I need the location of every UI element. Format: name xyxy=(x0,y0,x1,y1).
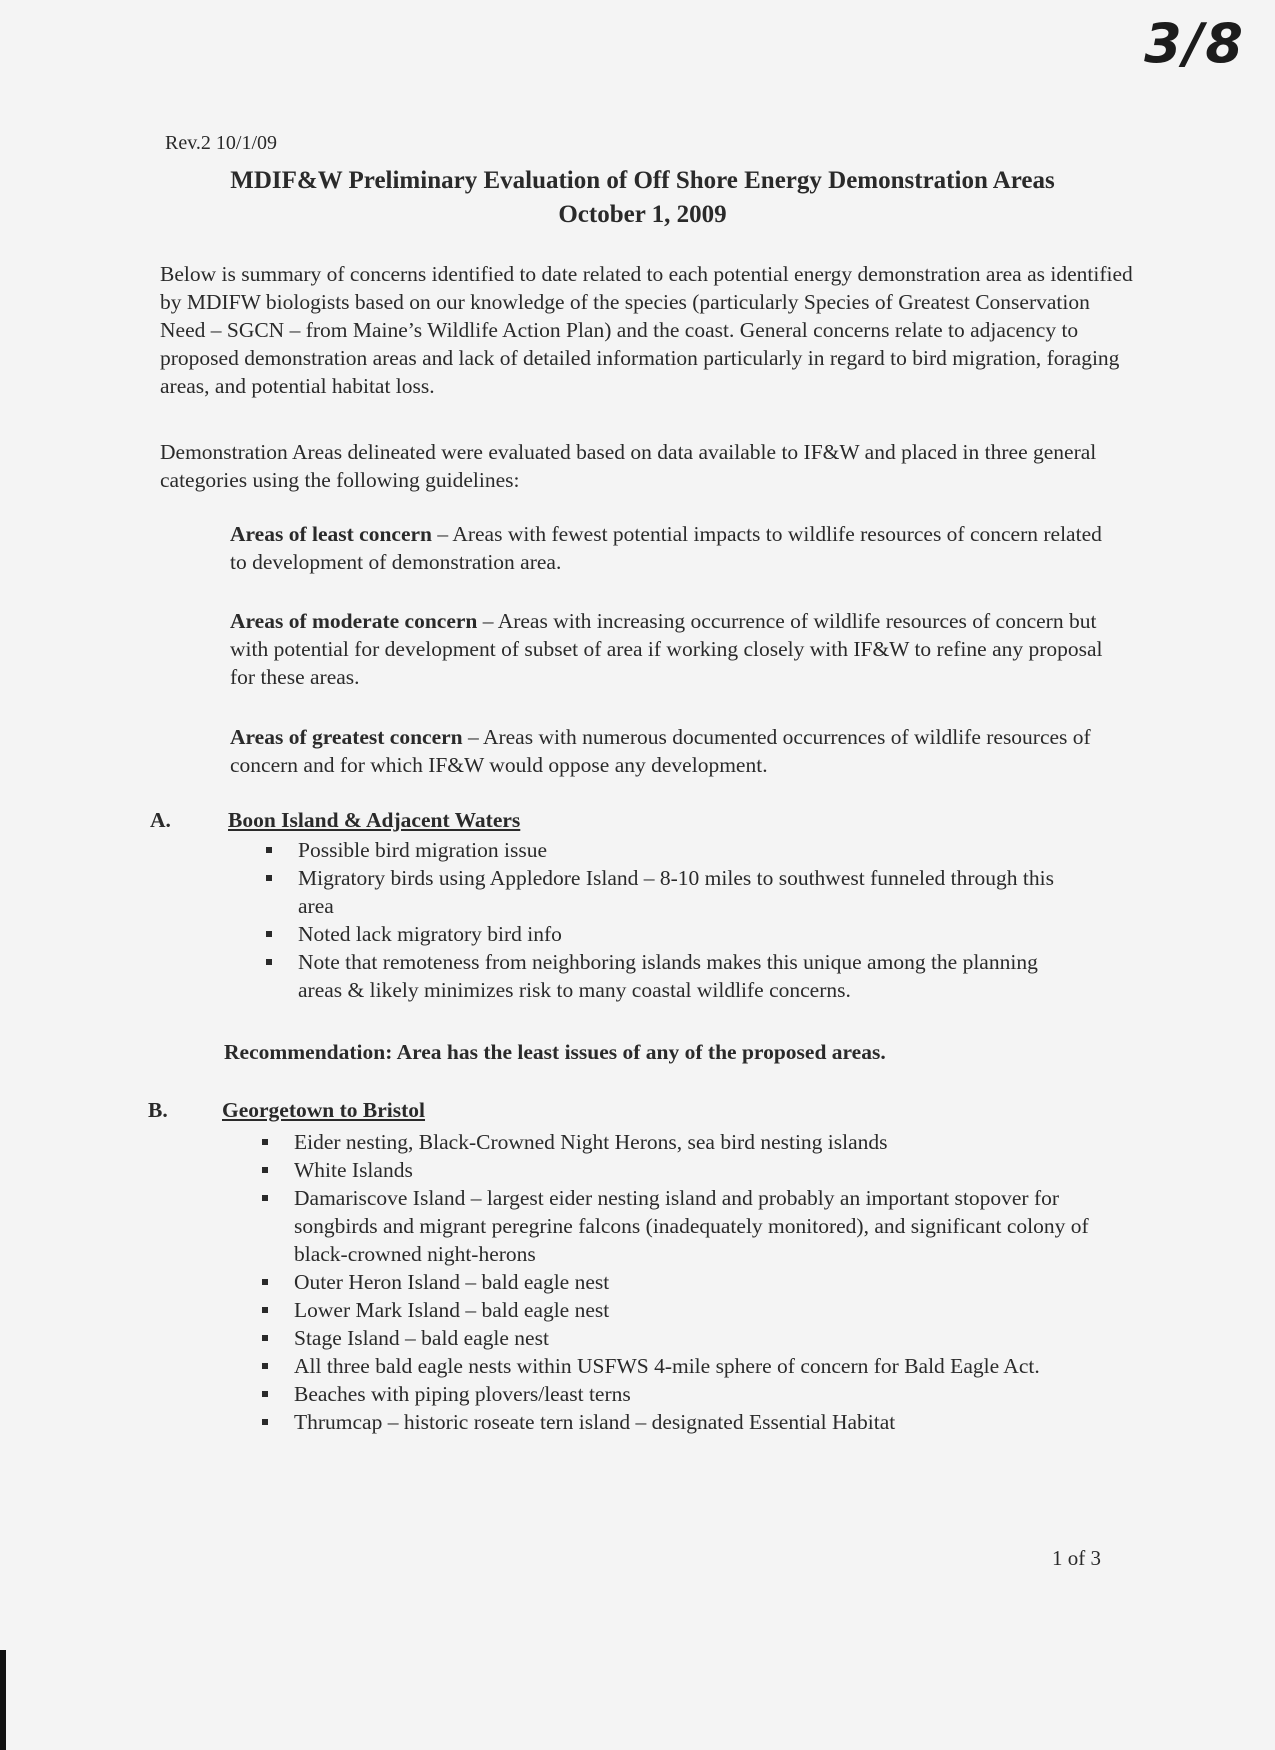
list-item: Thrumcap – historic roseate tern island – designated Essential Habitat xyxy=(258,1408,1128,1436)
page-number: 1 of 3 xyxy=(1052,1546,1101,1570)
section-a-letter: A. xyxy=(150,808,171,832)
guideline-text: – Areas with numerous documented occurrences of wildlife resources of concern and for which IF&W would oppose any development. xyxy=(230,725,1091,777)
list-item: Outer Heron Island – bald eagle nest xyxy=(258,1268,1128,1296)
list-item: White Islands xyxy=(258,1156,1128,1184)
section-b-bullets xyxy=(258,1128,1128,1436)
document-title xyxy=(150,164,1135,232)
list-item: Migratory birds using Appledore Island – 8-10 miles to southwest funneled through this area xyxy=(262,864,1082,920)
list-item: Note that remoteness from neighboring islands makes this unique among the planning areas & likely minimizes risk to many coastal wildlife concerns. xyxy=(262,948,1082,1004)
section-a-title: Boon Island & Adjacent Waters xyxy=(228,808,521,832)
section-a-recommendation: Recommendation: Area has the least issues of any of the proposed areas. xyxy=(224,1040,886,1064)
handwritten-page-number: 3/8 xyxy=(1144,12,1245,75)
guideline-least xyxy=(230,520,1110,576)
list-item: Damariscove Island – largest eider nesting island and probably an important stopover for songbirds and migrant peregrine falcons (inadequately monitored), and significant colony of black-crowned night-herons xyxy=(258,1184,1128,1268)
list-item: Noted lack migratory bird info xyxy=(262,920,1082,948)
revision-label: Rev.2 10/1/09 xyxy=(165,132,278,154)
guideline-text: – Areas with fewest potential impacts to wildlife resources of concern related to development of demonstration area. xyxy=(230,522,1102,574)
section-b-title: Georgetown to Bristol xyxy=(222,1098,426,1122)
title-line-2: October 1, 2009 xyxy=(558,201,727,228)
title-line-1: MDIF&W Preliminary Evaluation of Off Shore Energy Demonstration Areas xyxy=(230,167,1055,194)
method-paragraph: Demonstration Areas delineated were evaluated based on data available to IF&W and placed in three general categories using the following guidelines: xyxy=(160,440,1097,492)
list-item: Beaches with piping plovers/least terns xyxy=(258,1380,1128,1408)
guideline-greatest xyxy=(230,723,1110,779)
list-item: Possible bird migration issue xyxy=(262,836,1082,864)
section-a-bullets xyxy=(262,836,1082,1004)
list-item: Lower Mark Island – bald eagle nest xyxy=(258,1296,1128,1324)
guideline-moderate xyxy=(230,607,1110,691)
list-item: Eider nesting, Black-Crowned Night Herons, sea bird nesting islands xyxy=(258,1128,1128,1156)
section-b-letter: B. xyxy=(148,1098,168,1122)
guideline-text: – Areas with increasing occurrence of wildlife resources of concern but with potential for development of subset of area if working closely with IF&W to refine any proposal for these areas. xyxy=(230,609,1103,689)
guideline-term: Areas of least concern xyxy=(230,522,433,546)
list-item: Stage Island – bald eagle nest xyxy=(258,1324,1128,1352)
list-item: All three bald eagle nests within USFWS 4-mile sphere of concern for Bald Eagle Act. xyxy=(258,1352,1128,1380)
intro-paragraph: Below is summary of concerns identified to date related to each potential energy demonstration area as identified by MDIFW biologists based on our knowledge of the species (particularly Species of Greatest Conservation Need – SGCN – from Maine’s Wildlife Action Plan) and the coast. General concerns relate to adjacency to proposed demonstration areas and lack of detailed information particularly in regard to bird migration, foraging areas, and potential habitat loss. xyxy=(160,262,1133,398)
scan-edge-mark xyxy=(0,1650,6,1750)
guideline-term: Areas of greatest concern xyxy=(230,725,463,749)
guideline-term: Areas of moderate concern xyxy=(230,609,478,633)
